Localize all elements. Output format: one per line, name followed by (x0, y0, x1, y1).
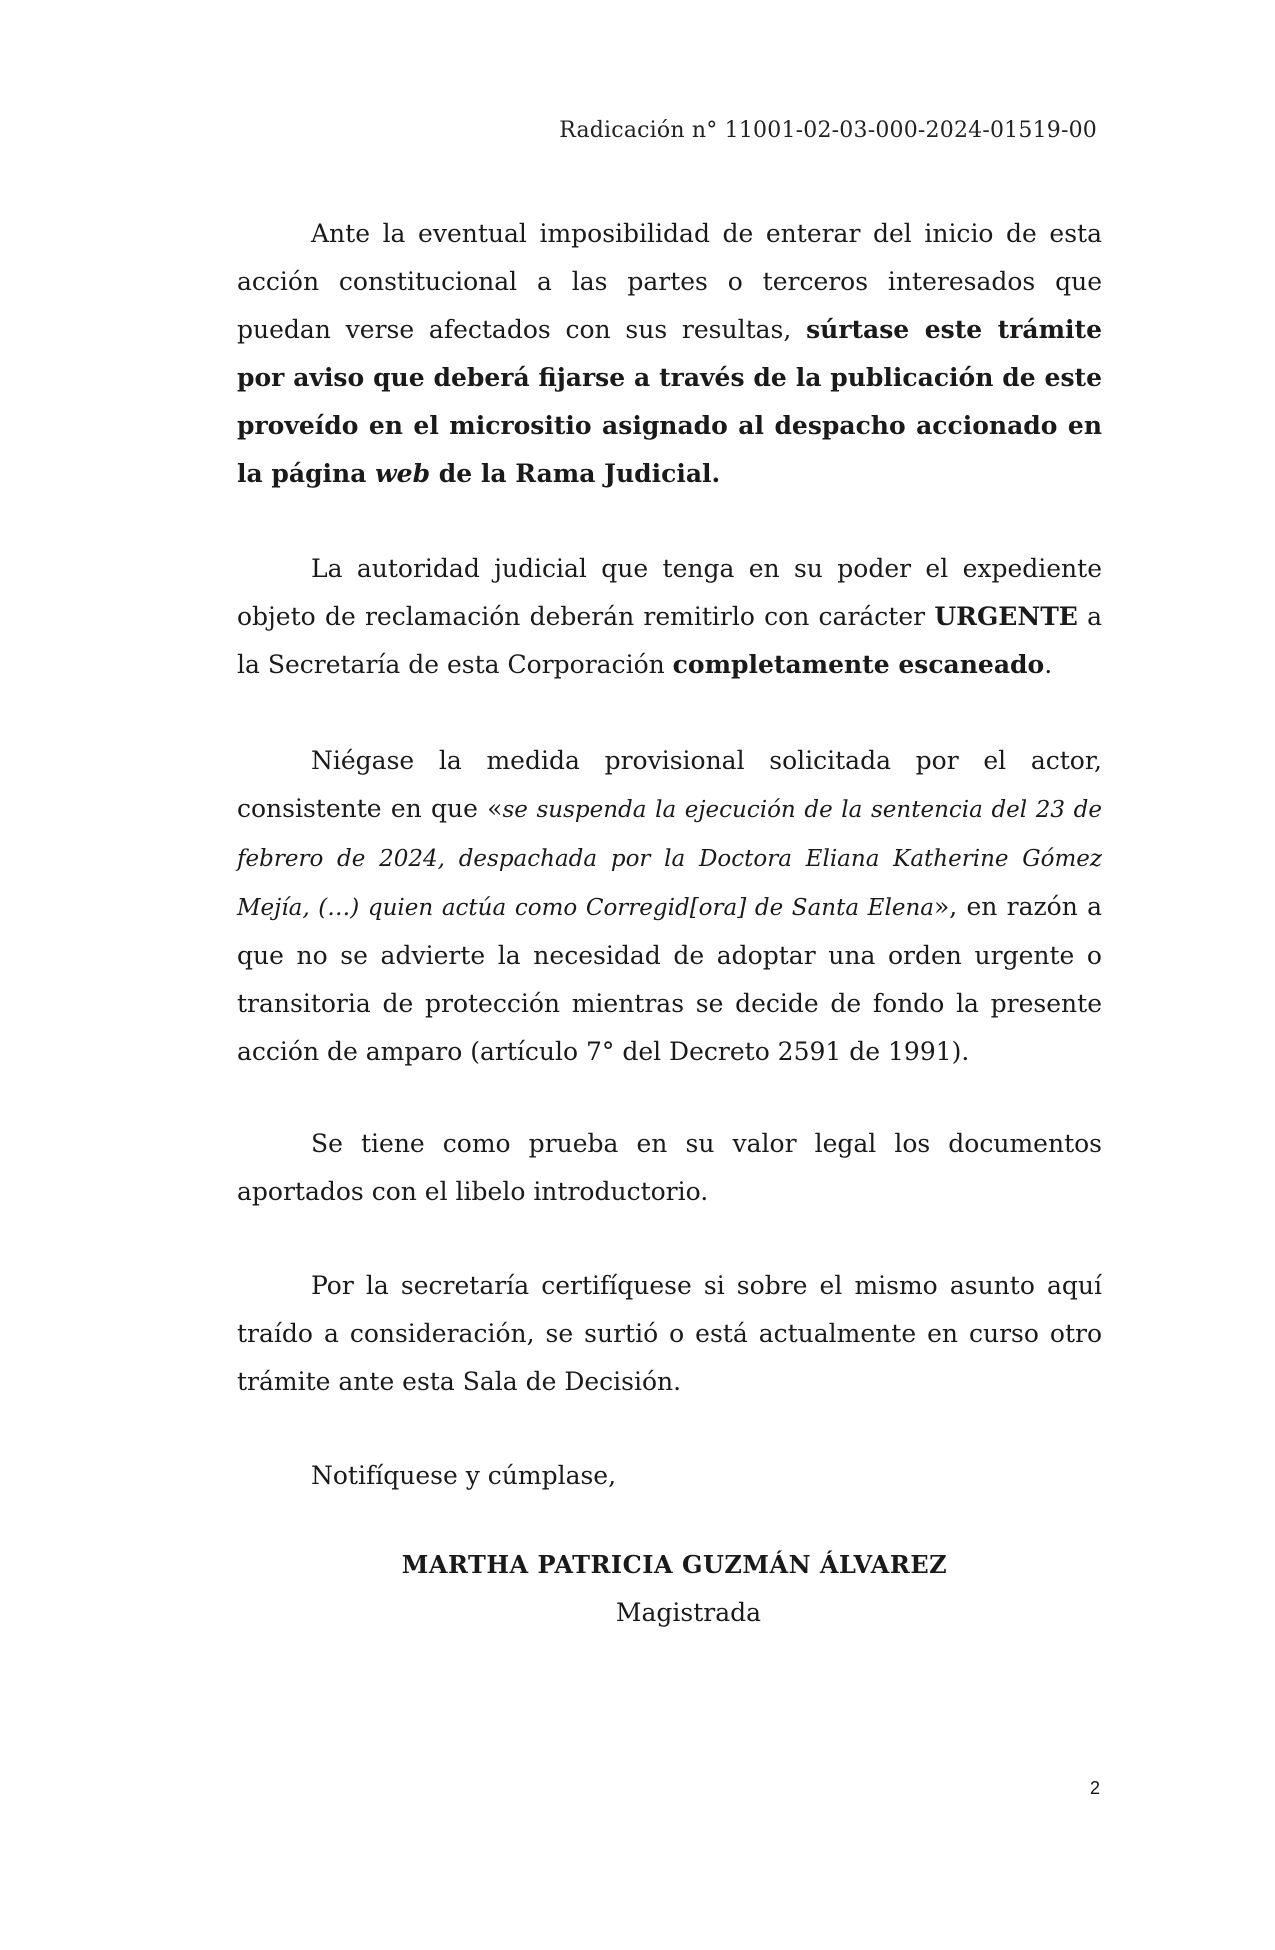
page-number: 2 (1090, 1778, 1101, 1798)
paragraph-text: Por la secretaría certifíquese si sobre el mismo asunto aquí traído a consideración, se surtió o está actualmente en curso otro trámite ante esta Sala de Decisión. (237, 1271, 1102, 1396)
paragraph-secretary-certification (237, 1262, 1102, 1406)
paragraph-quoted-text: se suspenda la ejecución de la sentencia del 23 de febrero de 2024, despachada por la Doctora Eliana Katherine Gómez Mejía, (…) quien actúa como Corregid[ora] de Santa Elena (237, 797, 1102, 921)
paragraph-closing (237, 1452, 1102, 1500)
paragraph-provisional-measure-denied (237, 737, 1102, 1076)
paragraph-text: Se tiene como prueba en su valor legal los documentos aportados con el libelo introductorio. (237, 1129, 1102, 1206)
paragraph-text: La autoridad judicial que tenga en su poder el expediente objeto de reclamación deberán remitirlo con carácter (237, 554, 1102, 631)
paragraph-bold-text: súrtase este trámite por aviso que deberá fijarse a través de la publicación de este proveído en el micrositio asignado al despacho accionado en la página (237, 315, 1102, 488)
paragraph-bold-text: URGENTE (934, 602, 1078, 631)
paragraph-bold-text: completamente escaneado (672, 650, 1045, 679)
paragraph-text: Niégase la medida provisional solicitada por el actor, consistente en que « (237, 746, 1102, 823)
paragraph-urgent-file-request (237, 545, 1102, 689)
paragraph-text: . (1044, 650, 1053, 679)
signatory-name: MARTHA PATRICIA GUZMÁN ÁLVAREZ (401, 1550, 948, 1579)
paragraph-text: Ante la eventual imposibilidad de enterar del inicio de esta acción constitucional a las partes o terceros interesados que puedan verse afectados con sus resultas, (237, 219, 1102, 344)
signatory-role: Magistrada (615, 1598, 762, 1627)
paragraph-text: », en razón a que no se advierte la necesidad de adoptar una orden urgente o transitoria de protección mientras se decide de fondo la presente acción de amparo (artículo 7° del Decreto 2591 de 1991). (237, 892, 1103, 1066)
paragraph-bold-text: de la Rama Judicial. (430, 459, 721, 488)
paragraph-bold-italic-text: web (375, 459, 431, 488)
case-number-header: Radicación n° 11001-02-03-000-2024-01519-00 (559, 118, 1097, 143)
paragraph-notice-by-publication (237, 210, 1102, 498)
paragraph-text: a la Secretaría de esta Corporación (237, 602, 1103, 679)
paragraph-text: Notifíquese y cúmplase, (311, 1461, 617, 1490)
paragraph-evidence (237, 1120, 1102, 1216)
